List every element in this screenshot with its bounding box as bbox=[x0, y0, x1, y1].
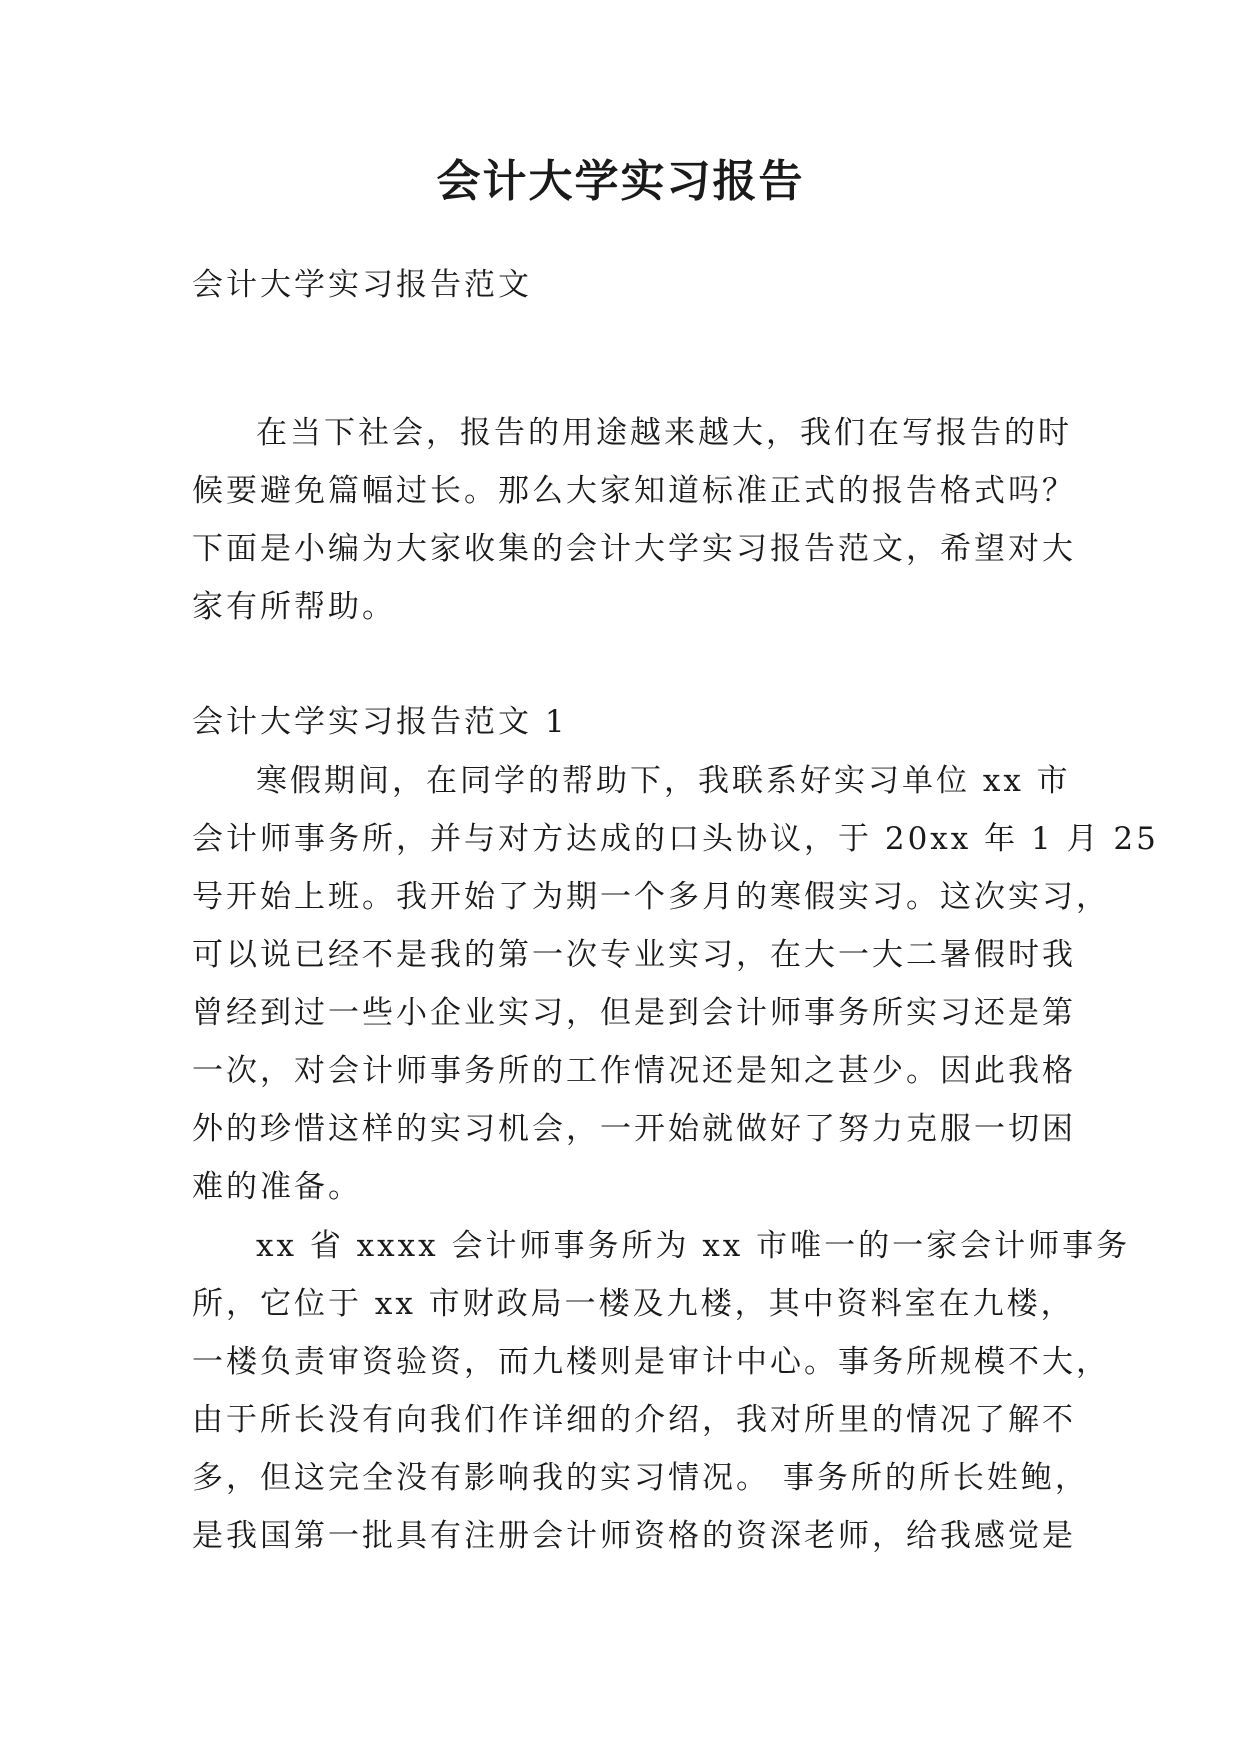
text-line: 候要避免篇幅过长。那么大家知道标准正式的报告格式吗？ bbox=[192, 473, 1076, 509]
text-line: 所，它位于 xx 市财政局一楼及九楼，其中资料室在九楼， bbox=[192, 1286, 1075, 1322]
text-line: xx 省 xxxx 会计师事务所为 xx 市唯一的一家会计师事务 bbox=[256, 1228, 1131, 1264]
text-line: 会计师事务所，并与对方达成的口头协议，于 20xx 年 1 月 25 bbox=[192, 821, 1159, 857]
text-line: 外的珍惜这样的实习机会，一开始就做好了努力克服一切困 bbox=[192, 1111, 1076, 1147]
text-line: 下面是小编为大家收集的会计大学实习报告范文，希望对大 bbox=[192, 531, 1076, 567]
paragraph-1 bbox=[192, 752, 1159, 1216]
text-line: 由于所长没有向我们作详细的介绍，我对所里的情况了解不 bbox=[192, 1402, 1076, 1438]
text-line: 一楼负责审资验资，而九楼则是审计中心。事务所规模不大， bbox=[192, 1344, 1110, 1380]
text-line: 多，但这完全没有影响我的实习情况。 事务所的所长姓鲍， bbox=[192, 1460, 1089, 1496]
text-line: 可以说已经不是我的第一次专业实习，在大一大二暑假时我 bbox=[192, 937, 1076, 973]
text-line: 在当下社会，报告的用途越来越大，我们在写报告的时 bbox=[256, 415, 1072, 451]
text-line: 是我国第一批具有注册会计师资格的资深老师，给我感觉是 bbox=[192, 1518, 1076, 1554]
document-subtitle: 会计大学实习报告范文 bbox=[192, 267, 532, 303]
text-line: 家有所帮助。 bbox=[192, 589, 396, 625]
text-line: 曾经到过一些小企业实习，但是到会计师事务所实习还是第 bbox=[192, 995, 1076, 1031]
section-heading: 会计大学实习报告范文 1 bbox=[192, 704, 568, 740]
text-line: 寒假期间，在同学的帮助下，我联系好实习单位 xx 市 bbox=[256, 763, 1071, 799]
text-line: 难的准备。 bbox=[192, 1169, 362, 1205]
paragraph-2 bbox=[192, 1217, 1131, 1565]
text-line: 一次，对会计师事务所的工作情况还是知之甚少。因此我格 bbox=[192, 1053, 1076, 1089]
intro-paragraph bbox=[192, 404, 1076, 636]
text-line: 号开始上班。我开始了为期一个多月的寒假实习。这次实习， bbox=[192, 879, 1110, 915]
document-title: 会计大学实习报告 bbox=[436, 156, 805, 207]
